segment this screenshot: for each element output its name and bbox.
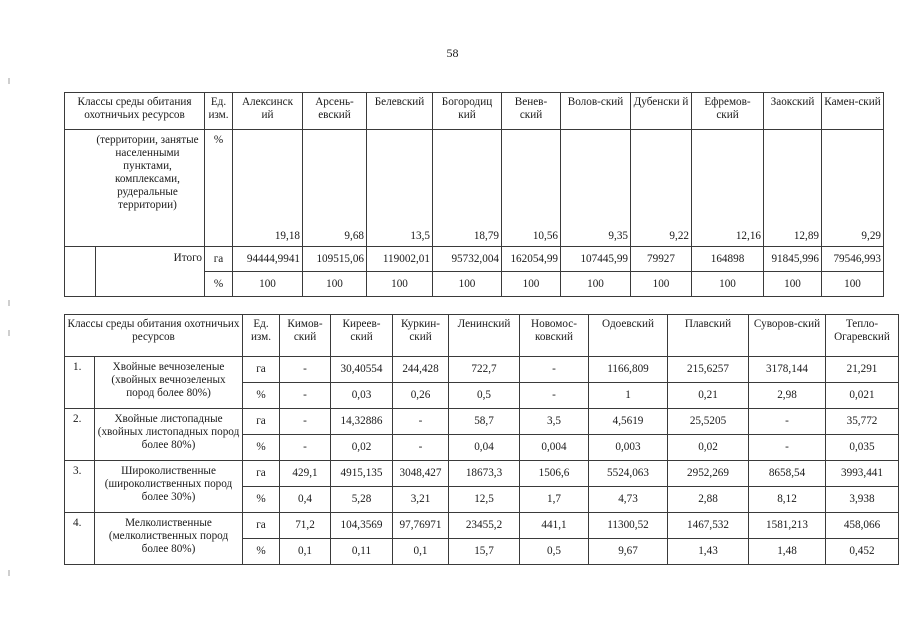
value-cell: 21,291 bbox=[826, 357, 899, 383]
class-number: 4. bbox=[65, 513, 95, 565]
district-header: Богородиц кий bbox=[433, 93, 502, 130]
value-cell: 9,22 bbox=[631, 130, 692, 247]
value-cell: 3178,144 bbox=[749, 357, 826, 383]
district-header: Дубенски й bbox=[631, 93, 692, 130]
value-cell: 11300,52 bbox=[589, 513, 668, 539]
value-cell: 10,56 bbox=[502, 130, 561, 247]
value-cell: 429,1 bbox=[280, 461, 331, 487]
value-cell: - bbox=[520, 383, 589, 409]
class-number: 2. bbox=[65, 409, 95, 461]
value-cell: 0,003 bbox=[589, 435, 668, 461]
unit-cell: % bbox=[205, 272, 233, 297]
value-cell: 215,6257 bbox=[668, 357, 749, 383]
value-cell: 0,26 bbox=[393, 383, 449, 409]
value-cell: 2952,269 bbox=[668, 461, 749, 487]
value-cell: 100 bbox=[303, 272, 367, 297]
value-cell: 4,73 bbox=[589, 487, 668, 513]
value-cell: 100 bbox=[822, 272, 884, 297]
district-header: Алексинск ий bbox=[233, 93, 303, 130]
scan-artifact bbox=[8, 570, 10, 576]
value-cell: 9,29 bbox=[822, 130, 884, 247]
value-cell: 0,02 bbox=[668, 435, 749, 461]
value-cell: 1581,213 bbox=[749, 513, 826, 539]
value-cell: 1 bbox=[589, 383, 668, 409]
value-cell: 0,11 bbox=[331, 539, 393, 565]
value-cell: 2,88 bbox=[668, 487, 749, 513]
table-row bbox=[65, 513, 899, 539]
value-cell: 100 bbox=[502, 272, 561, 297]
unit-header: Ед. изм. bbox=[205, 93, 233, 130]
table-row bbox=[65, 130, 884, 247]
value-cell: 100 bbox=[233, 272, 303, 297]
value-cell: 100 bbox=[561, 272, 631, 297]
value-cell: 5,28 bbox=[331, 487, 393, 513]
district-header: Волов-ский bbox=[561, 93, 631, 130]
district-header: Тепло-Огаревский bbox=[826, 315, 899, 357]
value-cell: 1,43 bbox=[668, 539, 749, 565]
value-cell: 12,16 bbox=[692, 130, 764, 247]
class-number: 1. bbox=[65, 357, 95, 409]
page-number: 58 bbox=[446, 46, 459, 60]
value-cell: - bbox=[280, 383, 331, 409]
value-cell: 58,7 bbox=[449, 409, 520, 435]
value-cell: 9,35 bbox=[561, 130, 631, 247]
class-name: Хвойные листопадные (хвойных листопадных пород более 80%) bbox=[95, 409, 243, 461]
value-cell: 0,4 bbox=[280, 487, 331, 513]
value-cell: 0,021 bbox=[826, 383, 899, 409]
district-header: Плавский bbox=[668, 315, 749, 357]
value-cell: 441,1 bbox=[520, 513, 589, 539]
unit-cell: % bbox=[243, 383, 280, 409]
table-row bbox=[65, 357, 899, 383]
value-cell: - bbox=[393, 435, 449, 461]
district-header: Арсень-евский bbox=[303, 93, 367, 130]
value-cell: 2,98 bbox=[749, 383, 826, 409]
value-cell: 0,03 bbox=[331, 383, 393, 409]
value-cell: 79927 bbox=[631, 247, 692, 272]
value-cell: 100 bbox=[692, 272, 764, 297]
district-header: Ефремов-ский bbox=[692, 93, 764, 130]
value-cell: 4915,135 bbox=[331, 461, 393, 487]
value-cell: 0,035 bbox=[826, 435, 899, 461]
value-cell: 107445,99 bbox=[561, 247, 631, 272]
value-cell: 14,32886 bbox=[331, 409, 393, 435]
value-cell: 0,5 bbox=[449, 383, 520, 409]
unit-cell: % bbox=[243, 539, 280, 565]
value-cell: 5524,063 bbox=[589, 461, 668, 487]
value-cell: 100 bbox=[433, 272, 502, 297]
value-cell: 0,21 bbox=[668, 383, 749, 409]
value-cell: 0,1 bbox=[393, 539, 449, 565]
class-header: Классы среды обитания охотничьих ресурсов bbox=[65, 93, 205, 130]
value-cell: 35,772 bbox=[826, 409, 899, 435]
empty-cell bbox=[65, 247, 96, 297]
value-cell: 1166,809 bbox=[589, 357, 668, 383]
class-name: Широколиственные (широколиственных пород более 30%) bbox=[95, 461, 243, 513]
value-cell: 722,7 bbox=[449, 357, 520, 383]
value-cell: 0,452 bbox=[826, 539, 899, 565]
value-cell: 8658,54 bbox=[749, 461, 826, 487]
value-cell: - bbox=[749, 435, 826, 461]
value-cell: 0,04 bbox=[449, 435, 520, 461]
value-cell: 9,67 bbox=[589, 539, 668, 565]
habitat-table-part1 bbox=[64, 92, 884, 297]
district-header: Венев-ский bbox=[502, 93, 561, 130]
value-cell: 458,066 bbox=[826, 513, 899, 539]
value-cell: 109515,06 bbox=[303, 247, 367, 272]
value-cell: 12,5 bbox=[449, 487, 520, 513]
value-cell: 71,2 bbox=[280, 513, 331, 539]
value-cell: 100 bbox=[764, 272, 822, 297]
district-header: Кимов-ский bbox=[280, 315, 331, 357]
district-header: Новомос-ковский bbox=[520, 315, 589, 357]
value-cell: - bbox=[280, 357, 331, 383]
table-row bbox=[65, 247, 884, 272]
unit-cell: % bbox=[243, 487, 280, 513]
unit-cell: га bbox=[243, 513, 280, 539]
district-header: Суворов-ский bbox=[749, 315, 826, 357]
value-cell: 1,7 bbox=[520, 487, 589, 513]
table-row bbox=[65, 409, 899, 435]
table2-header-row bbox=[65, 315, 899, 357]
value-cell: 1,48 bbox=[749, 539, 826, 565]
value-cell: 0,1 bbox=[280, 539, 331, 565]
value-cell: 1467,532 bbox=[668, 513, 749, 539]
value-cell: 104,3569 bbox=[331, 513, 393, 539]
value-cell: 25,5205 bbox=[668, 409, 749, 435]
class-name: Мелколиственные (мелколиственных пород более 80%) bbox=[95, 513, 243, 565]
class-number: 3. bbox=[65, 461, 95, 513]
value-cell: 8,12 bbox=[749, 487, 826, 513]
table2-body bbox=[65, 357, 899, 565]
class-header: Классы среды обитания охотничьих ресурсов bbox=[65, 315, 243, 357]
value-cell: 4,5619 bbox=[589, 409, 668, 435]
value-cell: - bbox=[520, 357, 589, 383]
value-cell: 18673,3 bbox=[449, 461, 520, 487]
unit-cell: га bbox=[243, 461, 280, 487]
value-cell: 3,5 bbox=[520, 409, 589, 435]
class-continuation-label: (территории, занятые населенными пунктами, комплексами, рудеральные территории) bbox=[65, 130, 205, 247]
value-cell: 1506,6 bbox=[520, 461, 589, 487]
value-cell: 79546,993 bbox=[822, 247, 884, 272]
value-cell: 164898 bbox=[692, 247, 764, 272]
value-cell: 3,21 bbox=[393, 487, 449, 513]
value-cell: 18,79 bbox=[433, 130, 502, 247]
class-name: Хвойные вечнозеленые (хвойных вечнозеленых пород более 80%) bbox=[95, 357, 243, 409]
scan-artifact bbox=[8, 78, 10, 84]
habitat-table-part2 bbox=[64, 314, 899, 565]
value-cell: 94444,9941 bbox=[233, 247, 303, 272]
value-cell: 0,5 bbox=[520, 539, 589, 565]
unit-cell: га bbox=[243, 357, 280, 383]
value-cell: 23455,2 bbox=[449, 513, 520, 539]
value-cell: - bbox=[393, 409, 449, 435]
scan-artifact bbox=[8, 300, 10, 306]
table1-header-row bbox=[65, 93, 884, 130]
value-cell: 30,40554 bbox=[331, 357, 393, 383]
district-header: Киреев-ский bbox=[331, 315, 393, 357]
district-header: Белевский bbox=[367, 93, 433, 130]
district-header: Заокский bbox=[764, 93, 822, 130]
value-cell: 3993,441 bbox=[826, 461, 899, 487]
value-cell: - bbox=[749, 409, 826, 435]
unit-header: Ед. изм. bbox=[243, 315, 280, 357]
value-cell: - bbox=[280, 409, 331, 435]
unit-cell: га bbox=[205, 247, 233, 272]
value-cell: 91845,996 bbox=[764, 247, 822, 272]
district-header: Одоевский bbox=[589, 315, 668, 357]
value-cell: - bbox=[280, 435, 331, 461]
value-cell: 12,89 bbox=[764, 130, 822, 247]
unit-cell: % bbox=[243, 435, 280, 461]
value-cell: 97,76971 bbox=[393, 513, 449, 539]
district-header: Куркин-ский bbox=[393, 315, 449, 357]
value-cell: 119002,01 bbox=[367, 247, 433, 272]
total-label: Итого bbox=[96, 247, 205, 297]
value-cell: 3048,427 bbox=[393, 461, 449, 487]
value-cell: 95732,004 bbox=[433, 247, 502, 272]
value-cell: 15,7 bbox=[449, 539, 520, 565]
value-cell: 244,428 bbox=[393, 357, 449, 383]
scan-artifact bbox=[8, 330, 10, 336]
district-header: Ленинский bbox=[449, 315, 520, 357]
value-cell: 9,68 bbox=[303, 130, 367, 247]
value-cell: 100 bbox=[367, 272, 433, 297]
value-cell: 19,18 bbox=[233, 130, 303, 247]
value-cell: 100 bbox=[631, 272, 692, 297]
value-cell: 0,02 bbox=[331, 435, 393, 461]
value-cell: 13,5 bbox=[367, 130, 433, 247]
table-row bbox=[65, 461, 899, 487]
unit-cell: % bbox=[205, 130, 233, 247]
value-cell: 0,004 bbox=[520, 435, 589, 461]
district-header: Камен-ский bbox=[822, 93, 884, 130]
unit-cell: га bbox=[243, 409, 280, 435]
value-cell: 162054,99 bbox=[502, 247, 561, 272]
value-cell: 3,938 bbox=[826, 487, 899, 513]
